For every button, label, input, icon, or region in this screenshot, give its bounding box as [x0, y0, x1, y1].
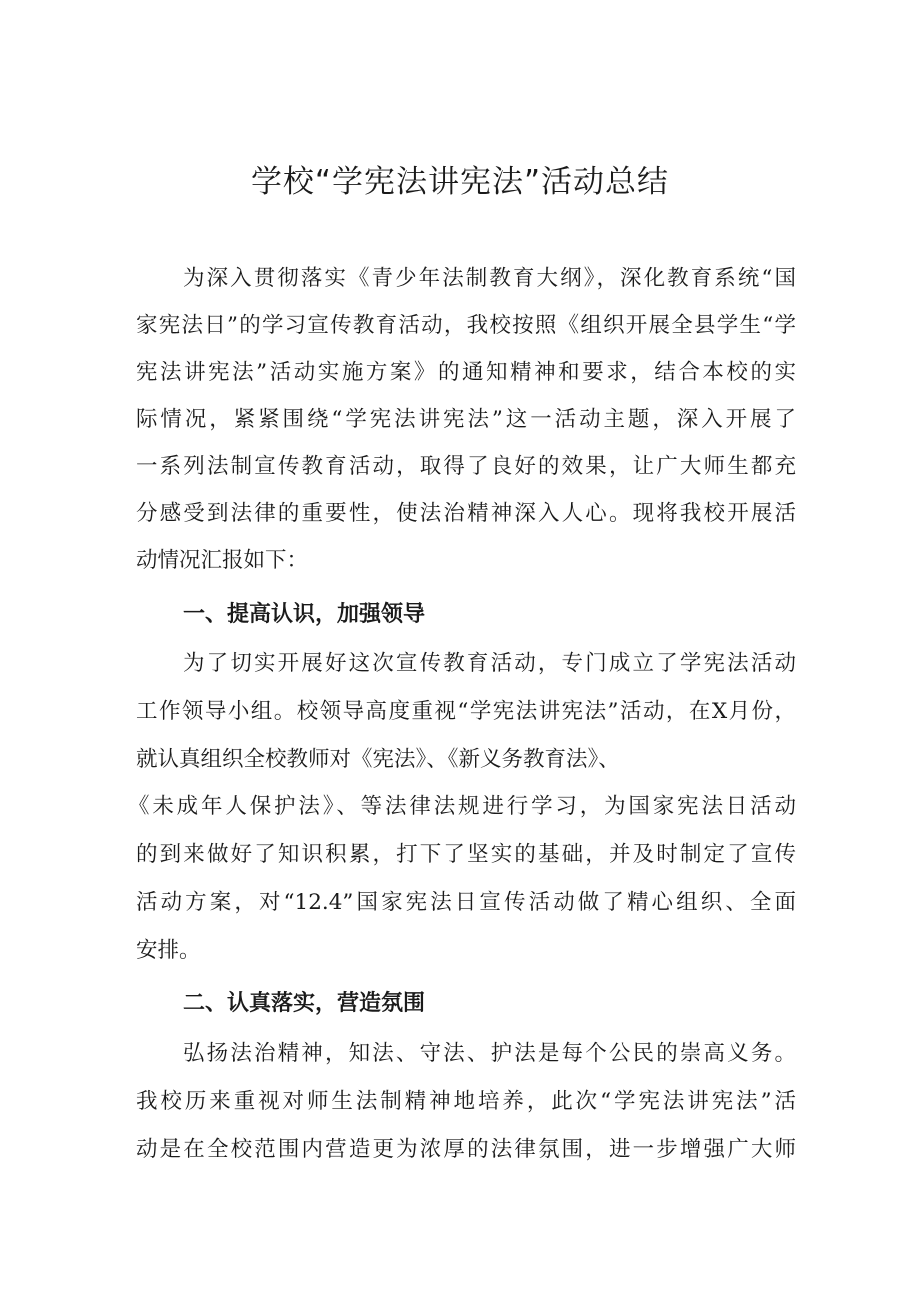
paragraph-line: 际情况，紧紧围绕“学宪法讲宪法”这一活动主题，深入开展了: [136, 407, 796, 432]
paragraph-line: 宪法讲宪法”活动实施方案》的通知精神和要求，结合本校的实: [136, 360, 796, 385]
section-heading: 一、提高认识，加强领导: [183, 602, 426, 627]
paragraph-line: 动情况汇报如下：: [136, 548, 309, 573]
paragraph-line: 安排。: [136, 938, 201, 963]
section-heading: 二、认真落实，营造氛围: [183, 991, 426, 1016]
paragraph-line: 弘扬法治精神，知法、守法、护法是每个公民的崇高义务。: [183, 1041, 796, 1066]
paragraph-line: 工作领导小组。校领导高度重视“学宪法讲宪法”活动，在X月份，: [136, 699, 796, 724]
paragraph-line: 我校历来重视对师生法制精神地培养，此次“学宪法讲宪法”活: [136, 1089, 796, 1114]
paragraph-line: 家宪法日”的学习宣传教育活动，我校按照《组织开展全县学生“学: [136, 313, 796, 338]
document-title: 学校“学宪法讲宪法”活动总结: [250, 164, 670, 200]
paragraph-line: 活动方案，对“12.4”国家宪法日宣传活动做了精心组织、全面: [136, 890, 796, 915]
paragraph-line: 为了切实开展好这次宣传教育活动，专门成立了学宪法活动: [183, 651, 796, 676]
paragraph-line: 分感受到法律的重要性，使法治精神深入人心。现将我校开展活: [136, 501, 796, 526]
paragraph-line: 的到来做好了知识积累，打下了坚实的基础，并及时制定了宣传: [136, 842, 796, 867]
paragraph-line: 就认真组织全校教师对《宪法》、《新义务教育法》、: [136, 747, 620, 772]
paragraph-line: 《未成年人保护法》、等法律法规进行学习，为国家宪法日活动: [128, 794, 796, 819]
paragraph-line: 为深入贯彻落实《青少年法制教育大纲》，深化教育系统“国: [183, 266, 796, 291]
paragraph-line: 动是在全校范围内营造更为浓厚的法律氛围，进一步增强广大师: [136, 1137, 796, 1162]
paragraph-line: 一系列法制宣传教育活动，取得了良好的效果，让广大师生都充: [136, 454, 796, 479]
